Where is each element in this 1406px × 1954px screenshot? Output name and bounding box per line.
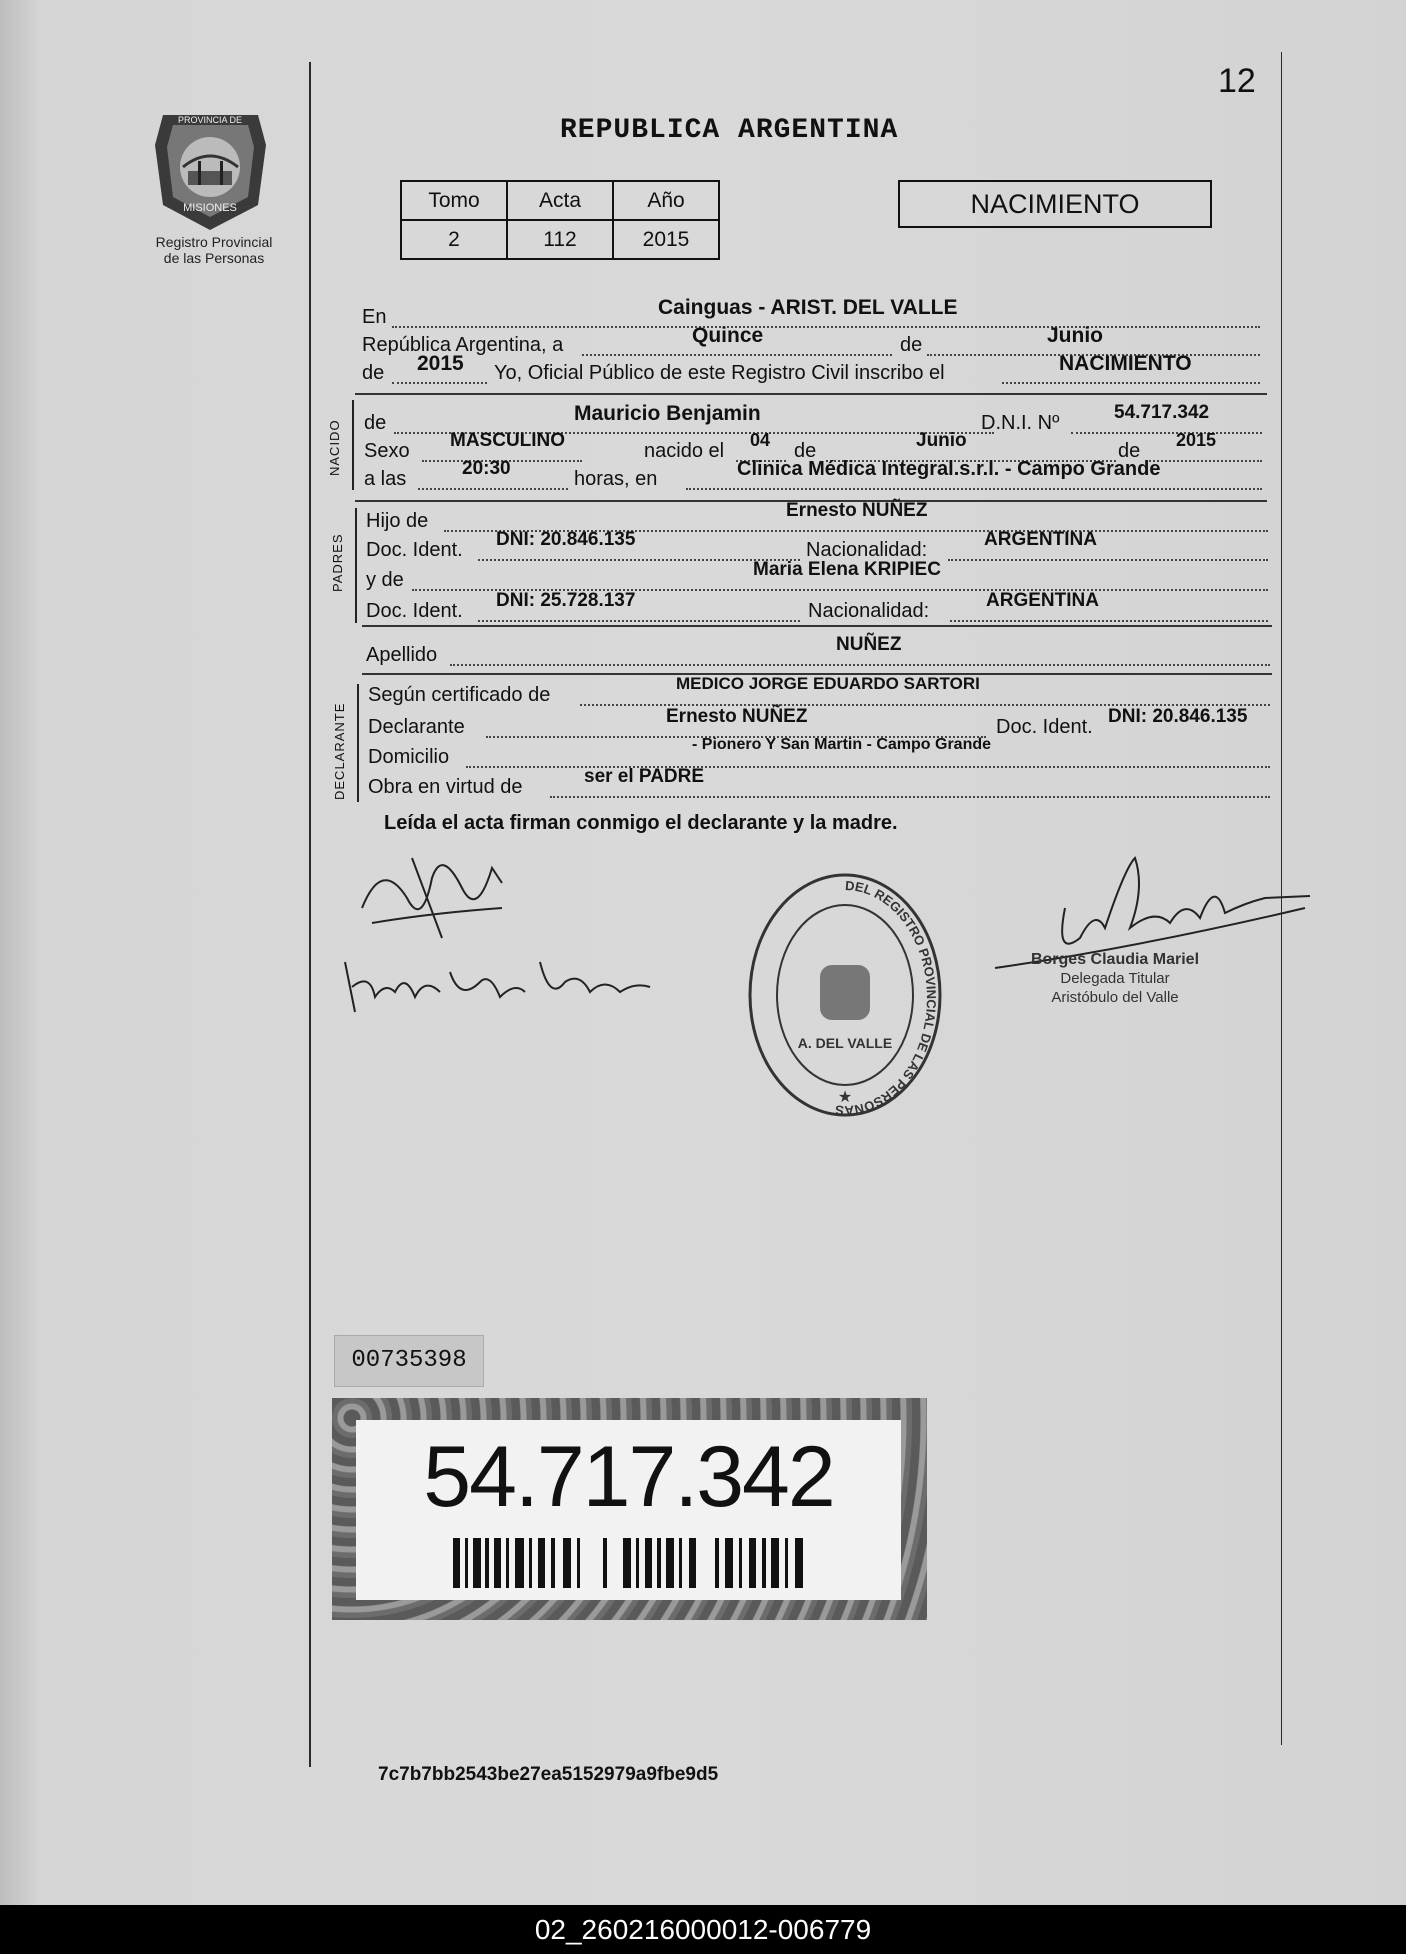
footer-id: 02_260216000012-006779 (534, 1914, 872, 1945)
event-dots (1002, 382, 1260, 384)
serial-number: 00735398 (334, 1335, 484, 1387)
line-domicilio (368, 736, 1272, 770)
mother-nat-dots (950, 620, 1268, 622)
official-place: Aristóbulo del Valle (1051, 989, 1179, 1006)
nacido-section-label: NACIDO (327, 419, 342, 476)
line-hora (364, 458, 1264, 492)
birth-day: 04 (750, 430, 771, 450)
father-doc-label: Doc. Ident. (366, 539, 463, 561)
mother-doc-label: Doc. Ident. (366, 600, 463, 622)
line-certificado (368, 674, 1272, 708)
year-dots (392, 382, 487, 384)
declarante-doc-label: Doc. Ident. (996, 716, 1093, 738)
act-type-box: NACIMIENTO (898, 180, 1212, 228)
hijo-de-label: Hijo de (366, 510, 429, 532)
birth-de-label-2: de (1118, 440, 1141, 462)
padres-section-bar (355, 508, 357, 623)
apellido-label: Apellido (366, 644, 438, 666)
logo-caption-line2: de las Personas (163, 250, 265, 266)
declarant-signature (352, 838, 522, 948)
stamp-star: ★ (837, 1089, 853, 1106)
stamp-center-text: A. DEL VALLE (797, 1035, 893, 1051)
de-label: de (900, 334, 923, 356)
horas-label: horas, en (574, 468, 658, 490)
en-label: En (362, 306, 387, 328)
logo-caption (138, 234, 290, 266)
birth-de-label: de (794, 440, 817, 462)
apellido-dots (450, 664, 1270, 666)
birth-time: 20:30 (462, 458, 511, 479)
acta-value: 112 (507, 220, 613, 259)
declarante-section-bar (357, 684, 359, 802)
register-table-header-row (401, 181, 719, 220)
document-hash: 7c7b7bb2543be27ea5152979a9fbe9d5 (378, 1764, 719, 1785)
certificado-label: Según certificado de (368, 684, 551, 706)
obra-dots (550, 796, 1270, 798)
stamp-ring-text: DEL REGISTRO PROVINCIAL DE LAS PERSONAS (834, 877, 940, 1119)
logo-top-text: PROVINCIA DE (177, 115, 243, 125)
left-margin-rule (309, 62, 311, 1767)
nacido-el-label: nacido el (644, 440, 725, 462)
line-mother-doc (366, 590, 1270, 624)
nacido-section-bar (352, 400, 354, 490)
birth-year: 2015 (1176, 430, 1217, 450)
official-role: Delegada Titular (1060, 970, 1170, 987)
sexo-label: Sexo (364, 440, 410, 462)
logo-caption-line1: Registro Provincial (155, 234, 273, 250)
father-doc-dots (478, 559, 800, 561)
dni-sticker (332, 1398, 927, 1620)
line-en (362, 296, 1262, 330)
year-value: 2015 (417, 352, 464, 375)
birth-place: Clinica Médica Integral.s.r.l. - Campo Grande (737, 458, 1161, 480)
declarante-doc: DNI: 20.846.135 (1108, 706, 1248, 727)
misiones-coat-of-arms-logo (148, 105, 273, 235)
tomo-value: 2 (401, 220, 507, 259)
mother-doc-dots (478, 620, 800, 622)
line-year (362, 352, 1262, 386)
father-doc: DNI: 20.846.135 (496, 529, 636, 550)
line-y-de (366, 559, 1270, 593)
mother-nationality: ARGENTINA (986, 590, 1099, 611)
event-value: NACIMIENTO (1059, 352, 1192, 375)
anio-header: Año (613, 181, 719, 220)
mother-name: Maria Elena KRIPIEC (753, 559, 941, 580)
rule-after-padres (362, 625, 1272, 627)
mother-signature (340, 942, 660, 1022)
place-value: Cainguas - ARIST. DEL VALLE (658, 296, 958, 319)
anio-value: 2015 (613, 220, 719, 259)
official-block (1010, 950, 1220, 1007)
mother-doc: DNI: 25.728.137 (496, 590, 636, 611)
sexo-value: MASCULINO (450, 430, 566, 451)
register-table-value-row (401, 220, 719, 259)
obra-label: Obra en virtud de (368, 776, 523, 798)
rule-after-date (355, 393, 1267, 395)
child-dni: 54.717.342 (1114, 402, 1210, 423)
line-apellido (366, 634, 1272, 668)
mother-nat-label: Nacionalidad: (808, 600, 930, 622)
declarante-value: Ernesto NUÑEZ (666, 706, 808, 727)
obra-value: ser el PADRE (584, 766, 705, 787)
dni-label: D.N.I. Nº (981, 412, 1060, 434)
child-name: Mauricio Benjamin (574, 402, 761, 425)
father-nationality: ARGENTINA (984, 529, 1097, 550)
nacido-de-label: de (364, 412, 387, 434)
acta-header: Acta (507, 181, 613, 220)
father-nat-dots (948, 559, 1268, 561)
sticker-dni-number: 54.717.342 (423, 1429, 834, 1525)
declarante-section-label: DECLARANTE (332, 702, 347, 800)
tomo-header: Tomo (401, 181, 507, 220)
barcode (453, 1538, 808, 1588)
birth-month: Junio (916, 430, 967, 451)
month-value: Junio (1047, 324, 1103, 347)
certificado-value: MEDICO JORGE EDUARDO SARTORI (676, 674, 980, 693)
closing-statement: Leída el acta firman conmigo el declarante y la madre. (384, 812, 898, 834)
time-dots (418, 488, 568, 490)
logo-bottom-text: MISIONES (183, 202, 237, 214)
declarante-label: Declarante (368, 716, 465, 738)
page-number: 12 (1218, 62, 1256, 100)
line-obra (368, 766, 1272, 800)
apellido-value: NUÑEZ (836, 634, 902, 655)
registry-stamp (745, 870, 945, 1120)
country-title: REPUBLICA ARGENTINA (560, 115, 899, 146)
day-value: Quince (692, 324, 764, 347)
register-table (400, 180, 720, 260)
padres-section-label: PADRES (330, 533, 345, 592)
official-name: Borges Claudia Mariel (1030, 951, 1200, 968)
dni-sticker-label (356, 1420, 901, 1600)
domicilio-label: Domicilio (368, 746, 450, 768)
republica-label: República Argentina, a (362, 334, 564, 356)
father-nat-label: Nacionalidad: (806, 539, 928, 561)
year-prefix-label: de (362, 362, 385, 384)
inscribo-label: Yo, Oficial Público de este Registro Civil inscribo el (494, 362, 945, 384)
father-name: Ernesto NUÑEZ (786, 500, 928, 521)
a-las-label: a las (364, 468, 407, 490)
footer-id-bar (0, 1905, 1406, 1954)
birth-place-dots (686, 488, 1262, 490)
y-de-label: y de (366, 569, 404, 591)
domicilio-value: - Pionero Y San Martin - Campo Grande (692, 736, 992, 753)
